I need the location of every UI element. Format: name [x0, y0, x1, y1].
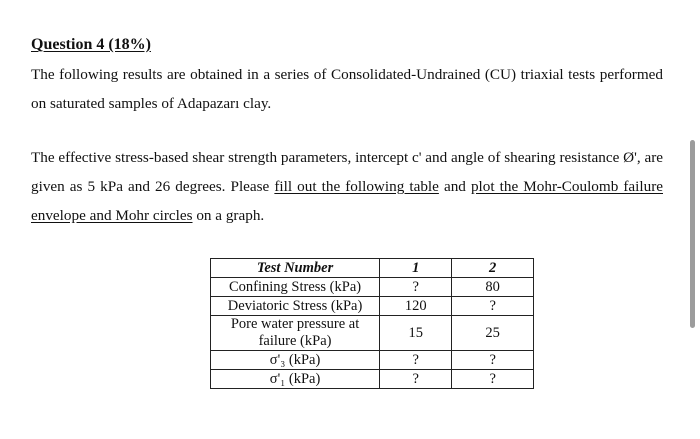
- header-test-2: 2: [452, 259, 534, 278]
- header-test-number: Test Number: [211, 259, 380, 278]
- cell-confining-1: ?: [380, 278, 452, 297]
- cell-sigma1-2: ?: [452, 370, 534, 389]
- instruction-text-before: The effective stress-based shear strength parameters, intercept c' and angle of shearing resistance Ø', are given as 5 kPa and 26 degrees. Please: [31, 149, 663, 195]
- row-label-sigma1-effective: σ'₁ (kPa): [211, 370, 380, 389]
- row-label-sigma3-effective: σ'₃ (kPa): [211, 351, 380, 370]
- instruction-text-after: on a graph.: [192, 207, 265, 224]
- table-row: [211, 316, 534, 351]
- instruction-plot-phrase: plot the Mohr-Coulomb failure envelope and Mohr circles: [31, 178, 663, 224]
- vertical-scrollbar[interactable]: [690, 140, 695, 328]
- cell-deviatoric-2: ?: [452, 297, 534, 316]
- triaxial-results-table: [210, 258, 534, 389]
- table-row: [211, 278, 534, 297]
- intro-paragraph: The following results are obtained in a series of Consolidated-Undrained (CU) triaxial tests performed on saturated samples of Adapazarı clay.: [31, 66, 663, 112]
- cell-confining-2: 80: [452, 278, 534, 297]
- instruction-fill-table-phrase: fill out the following table: [274, 178, 439, 195]
- table-header-row: [211, 259, 534, 278]
- table-row: [211, 351, 534, 370]
- row-label-confining-stress: Confining Stress (kPa): [211, 278, 380, 297]
- cell-pore-pressure-1: 15: [380, 316, 452, 351]
- question-title: Question 4 (18%): [31, 36, 151, 53]
- cell-sigma3-2: ?: [452, 351, 534, 370]
- cell-sigma3-1: ?: [380, 351, 452, 370]
- table-row: [211, 370, 534, 389]
- cell-pore-pressure-2: 25: [452, 316, 534, 351]
- cell-sigma1-1: ?: [380, 370, 452, 389]
- row-label-deviatoric-stress: Deviatoric Stress (kPa): [211, 297, 380, 316]
- table-row: [211, 297, 534, 316]
- instruction-text-mid: and: [438, 178, 471, 195]
- header-test-1: 1: [380, 259, 452, 278]
- row-label-pore-pressure: Pore water pressure at failure (kPa): [211, 316, 380, 351]
- cell-deviatoric-1: 120: [380, 297, 452, 316]
- instruction-paragraph: [31, 143, 663, 230]
